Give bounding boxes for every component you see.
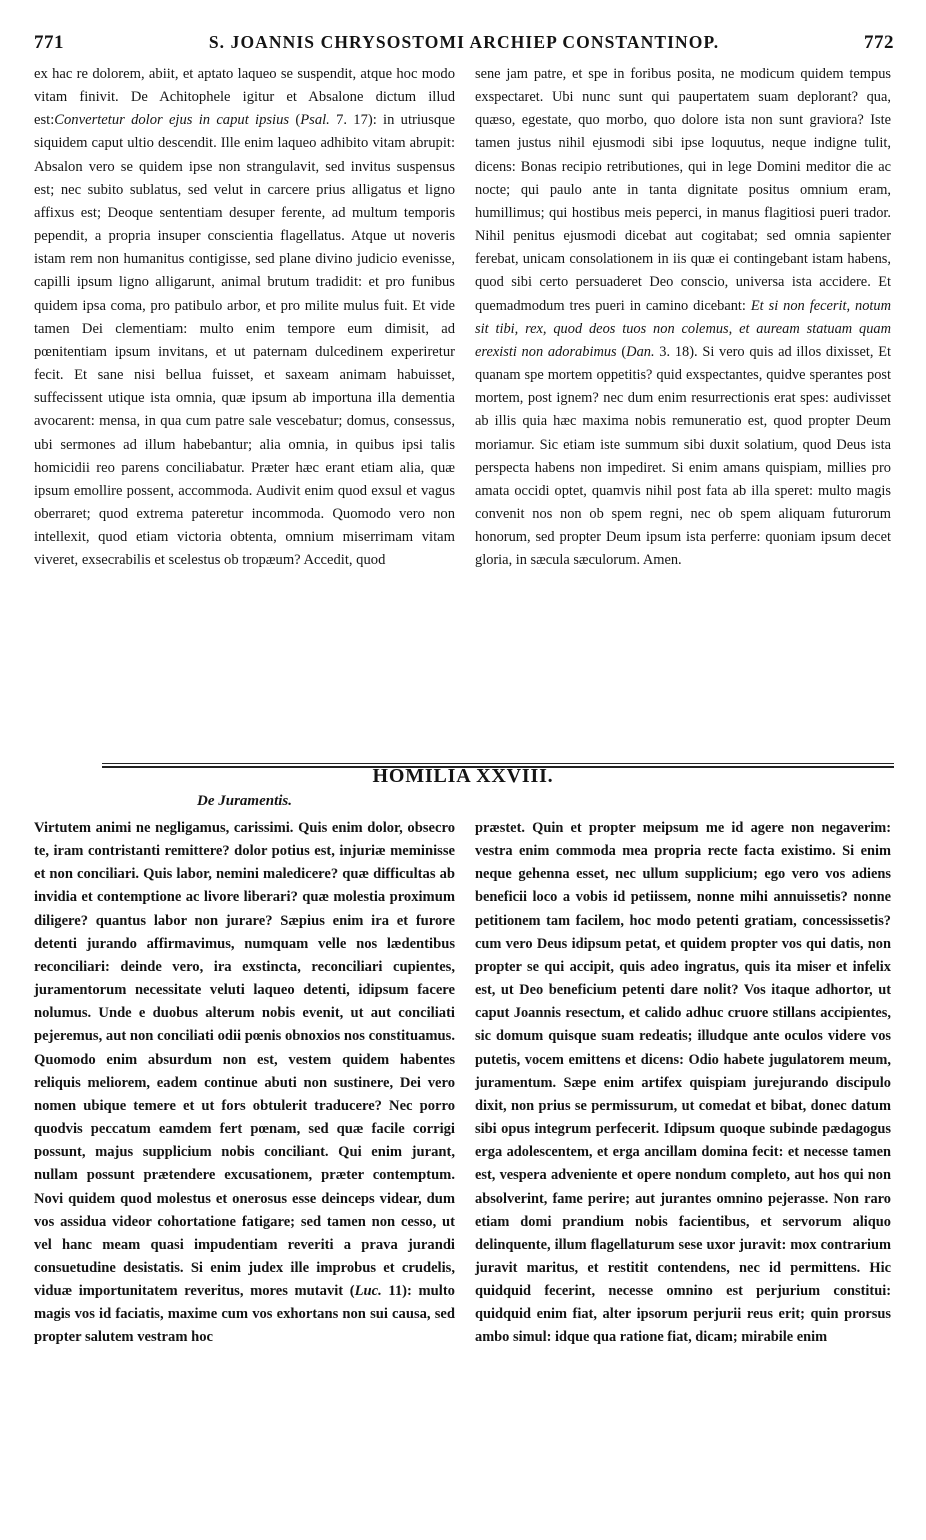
citation-ref: Psal. xyxy=(300,112,330,129)
column-bottom-left xyxy=(34,817,455,1350)
homily-subtitle: De Juramentis. xyxy=(196,793,292,809)
citation-ref: Dan. xyxy=(626,343,655,360)
paragraph xyxy=(475,817,891,1350)
text-run: 3. 18). Si vero quis ad illos dixisset, Et quanam spe mortem oppetitis? quid exspectantes, quidve sperantes post mortem, post ignem? nec dum enim resurrectionis erat spes: audivisset ab illis quia hæc maxima nobis remuneratio est, quod propter Deum moriamur. Sic etiam iste summum sibi duxit solatium, quod Deus ista perspecta habens non impediret. Si enim amans quispiam, millies pro amata occidi optet, quamvis nihil post fata ab illa speret: multo magis convenit nos non ob spem regni, nec ob spem aliquam futurorum honorum, sed propter Deum ipsum ista perferre: quoniam ipsum decet gloria, in sæcula sæculorum. Amen. xyxy=(475,343,891,569)
page-number-left: 771 xyxy=(34,32,64,53)
column-top-right xyxy=(475,63,891,572)
text-run: 11): multo magis vos id faciatis, maxime cum vos exhortans non sui causa, sed propter salutem vestram hoc xyxy=(34,1283,455,1346)
scripture-quote: Convertetur dolor ejus in caput ipsius xyxy=(54,112,290,129)
text-run: præstet. Quin et propter meipsum me id agere non negaverim: vestra enim commoda mea propria recte facta existimo. Si enim neque gehenna esset, nec ullum supplicium; ego vero vos adiens beneficii loco a vobis id petiissem, nonne mihi annuissetis? nonne petitionem tam facilem, hoc modo petenti gratiam, concessissetis? cum vero Deus idipsum petat, et quidem propter vos qui datis, non propter se qui accipit, quis adeo ingratus, quis ita miser et infelix est, ut Deo beneficium petenti dare nolit? Vos itaque adhortor, ut caput Joannis resectum, et calido adhuc cruore stillans accipientes, sic domum quisque suam redeatis; illudque ante oculos videre vos putetis, vocem emittens et dicens: Odio habete jugulatorem meum, juramentum. Sæpe enim artifex quispiam jurejurando discipulo dixit, non prius se permissurum, ut comedat et bibat, donec datum sibi opus integrum perfecerit. Idipsum quoque subinde pædagogus erga adolescentem, et erga ancillam domina fecit: et necesse tamen est, vespera adveniente et opere nondum completo, aut hos qui non absolverint, fame perire; aut jurantes omnino pejerasse. Non raro etiam domi prandium nobis facientibus, et servorum aliquo delinquente, illum flagellaturum sese uxor juravit: mox contrarium juravit maritus, et restitit contendens, nec id permittens. Hic quidquid fecerint, necesse omnino est perjurium constitui: quidquid enim fiat, alter ipsorum perjurii reus erit; quin prorsus ambo simul: idque qua ratione fiat, dicam; mirabile enim xyxy=(475,820,891,1346)
running-title: S. JOANNIS CHRYSOSTOMI ARCHIEP CONSTANTINOP. xyxy=(208,32,720,52)
scripture-quote: Et si non fecerit, notum sit tibi, rex, quod deos tuos non colemus, et auream statuam quam erexisti non adorabimus xyxy=(475,297,891,360)
column-top-left xyxy=(34,63,455,572)
citation-ref: Luc. xyxy=(354,1283,382,1300)
homily-title: HOMILIA XXVIII. xyxy=(372,765,554,787)
page-number-right: 772 xyxy=(864,32,894,53)
text-run: sene jam patre, et spe in foribus posita, ne modicum quidem tempus exspectaret. Ubi nunc sunt qui paupertatem suam deplorant? qua, quæso, egestate, quo morbo, quo dolore ista non sunt graviora? Iste tamen justus nihil ejusmodi sibi ipse loquutus, neque indigne tulit, dicens: Bonas recipio retributiones, qui in lege Domini meditor die ac nocte; qui paulo ante in tanta dignitate positus omnium eram, humillimus; qui hostibus meis peperci, in manus flagitiosi pueri trador. Nihil penitus ejusmodi dicebat aut cogitabat; sed omnia sapienter ferebat, unicam consolationem in iis quæ ei contingebant istam habens, quod sibi certo persuaderet Deo conscio, universa ista accidere. Et quemadmodum tres pueri in camino dicebant: xyxy=(475,66,891,314)
text-run: ex hac re dolorem, abiit, et aptato laqueo se suspendit, atque hoc modo vitam finivit. De Achitophele igitur et Absalone dictum illud est: xyxy=(34,66,455,129)
paragraph xyxy=(34,817,455,1350)
paragraph xyxy=(34,63,455,572)
text-run: ( xyxy=(621,343,627,360)
paragraph xyxy=(475,63,891,572)
column-bottom-right xyxy=(475,817,891,1350)
text-run: Virtutem animi ne negligamus, carissimi. Quis enim dolor, obsecro te, iram contristanti remittere? dolor potius est, injuriæ meminisse et non conciliari. Quis labor, nemini maledicere? quæ difficultas ab invidia et contemptione ac livore liberari? quæ molestia proximum diligere? quantus labor non jurare? Sæpius enim ira et furore detenti jurando affirmavimus, numquam velle nos lædentibus reconciliari: deinde vero, ira exstincta, reconciliari cupientes, juramentorum necessitate veluti laqueo detenti, idipsum facere nolumus. Unde e duobus alterum nobis evenit, ut aut conciliati pejeremus, aut non conciliati odii pœnis obnoxios nos constituamus. Quomodo enim absurdum non est, vestem quidem habentes reliquis meliorem, eadem continue abuti non sustinere, Dei vero nomen ubique temere et ut fors obtulerit traducere? Nec porro quodvis peccatum eamdem fert pœnam, sed quæ facile corrigi possunt, majus supplicium nobis conciliant. Qui enim jurant, nullam possunt prætendere excusationem, præter contemptum. Novi quidem quod molestus et onerosus esse deinceps videar, dum vos assidua videor cohortatione fatigare; sed tamen non cesso, ut vel hanc meam quasi impudentiam reveriti a prava jurandi consuetudine desistatis. Si enim judex ille improbus et crudelis, viduæ importunitatem reveritus, mores mutavit ( xyxy=(34,820,455,1300)
text-run: 7. 17): in utriusque siquidem caput ultio descendit. Ille enim laqueo adhibito vitam abrupit: Absalon vero se quidem ipse non strangulavit, sed invitus suspensus est; nec subito sublatus, sed velut in carcere prius alligatus et ligno affixus est; Deoque sententiam desuper ferente, ad multum temporis pependit, a propria insuper conscientia flagellatus. Atque ut noveris istam rem non humanitus contigisse, sed plane divino judicio evenisse, capilli ipsum ligno alligarunt, animal brutum tradidit: et pro funibus quidem ipsa coma, pro patibulo arbor, et pro milite mulus fuit. Et vide tamen Dei clementiam: multo enim tempore eum dimisit, ad pœnitentiam ipsum invitans, et ut paternam dulcedinem experiretur fecit. Et sane nisi bellua fuisset, et saxeam animam habuisset, suffecissent utique ista omnia, quæ ipsum ab importuna illa dementia avocarent: mensa, in qua cum patre sale vescebatur; domus, consessus, ubi sermones ad illum habebantur; alia omnia, in quibus ipsi talis homicidii reo parens conciliabatur. Præter hæc erant etiam alia, quæ ipsum emollire possent, accommoda. Audivit enim quod exsul et vagus oberraret; quod extrema pateretur incommoda. Quomodo vero non intellexit, quod etiam victoria obtenta, omnium miserrimam vitam viveret, exsecrabilis et scelestus ob tropæum? Accedit, quod xyxy=(34,112,455,569)
running-header xyxy=(34,32,894,64)
text-run: ( xyxy=(295,112,301,129)
